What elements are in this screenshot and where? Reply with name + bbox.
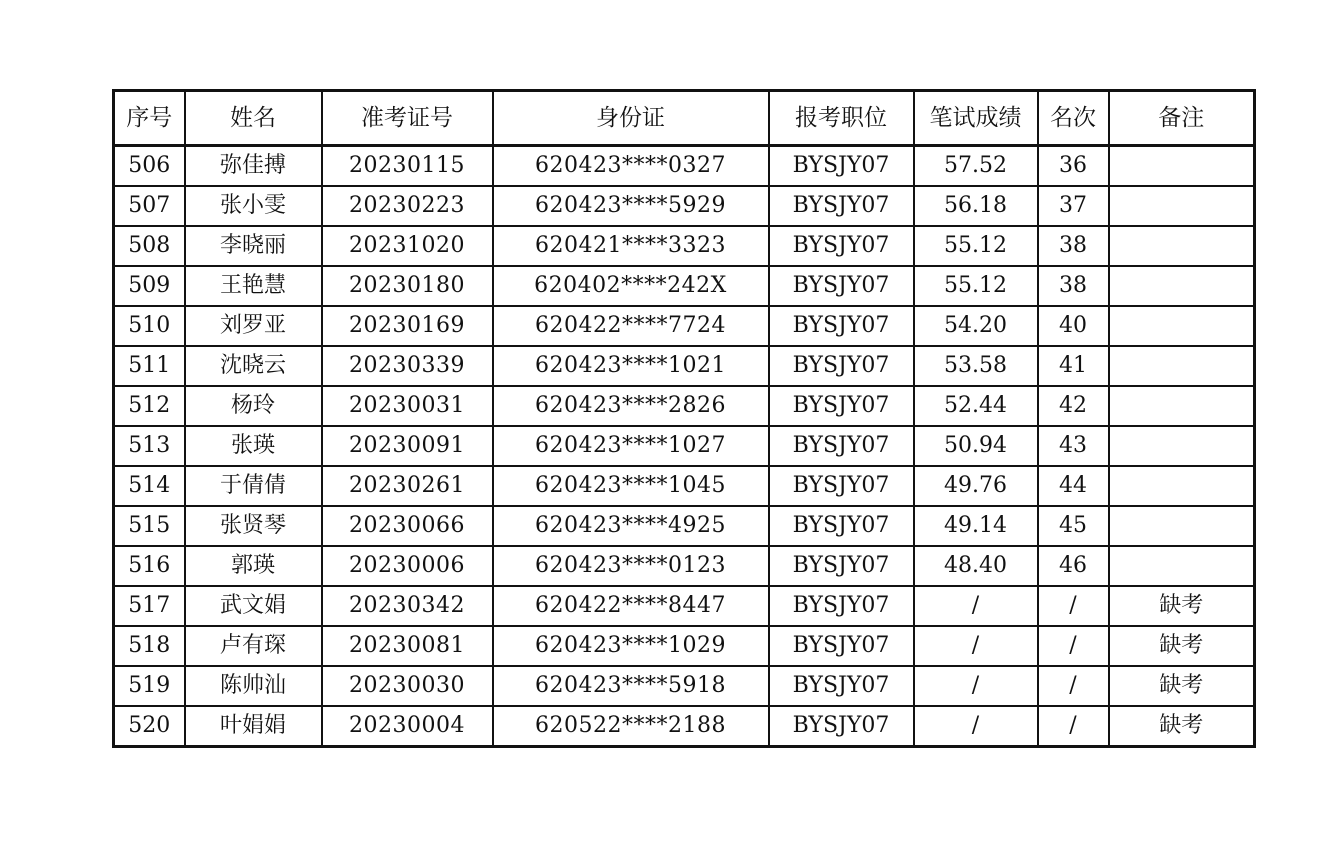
cell-admission-no: 20230223: [322, 186, 493, 226]
header-id-card: 身份证: [493, 91, 769, 146]
cell-written-score: 55.12: [914, 266, 1038, 306]
cell-seq-no: 516: [114, 546, 185, 586]
cell-position: BYSJY07: [769, 466, 914, 506]
cell-name: 叶娟娟: [185, 706, 322, 747]
cell-id-card: 620423****2826: [493, 386, 769, 426]
cell-name: 于倩倩: [185, 466, 322, 506]
cell-seq-no: 514: [114, 466, 185, 506]
cell-id-card: 620422****7724: [493, 306, 769, 346]
table-body: [114, 146, 1255, 747]
cell-rank: 42: [1038, 386, 1109, 426]
header-rank: 名次: [1038, 91, 1109, 146]
cell-seq-no: 519: [114, 666, 185, 706]
header-seq-no: 序号: [114, 91, 185, 146]
cell-name: 卢有琛: [185, 626, 322, 666]
cell-seq-no: 508: [114, 226, 185, 266]
cell-remarks: 缺考: [1109, 666, 1255, 706]
cell-name: 武文娟: [185, 586, 322, 626]
table-row: [114, 266, 1255, 306]
cell-remarks: 缺考: [1109, 706, 1255, 747]
cell-name: 刘罗亚: [185, 306, 322, 346]
table-row: [114, 226, 1255, 266]
table-row: [114, 306, 1255, 346]
cell-remarks: [1109, 186, 1255, 226]
cell-id-card: 620423****1029: [493, 626, 769, 666]
cell-id-card: 620423****0327: [493, 146, 769, 187]
cell-seq-no: 513: [114, 426, 185, 466]
cell-admission-no: 20230342: [322, 586, 493, 626]
cell-remarks: [1109, 346, 1255, 386]
cell-name: 李晓丽: [185, 226, 322, 266]
cell-remarks: [1109, 386, 1255, 426]
cell-rank: /: [1038, 626, 1109, 666]
cell-rank: 43: [1038, 426, 1109, 466]
cell-rank: 40: [1038, 306, 1109, 346]
table-row: [114, 666, 1255, 706]
cell-name: 张瑛: [185, 426, 322, 466]
cell-position: BYSJY07: [769, 666, 914, 706]
cell-position: BYSJY07: [769, 626, 914, 666]
cell-written-score: 56.18: [914, 186, 1038, 226]
cell-admission-no: 20230081: [322, 626, 493, 666]
cell-name: 王艳慧: [185, 266, 322, 306]
cell-written-score: 55.12: [914, 226, 1038, 266]
table-row: [114, 186, 1255, 226]
cell-name: 张贤琴: [185, 506, 322, 546]
cell-id-card: 620423****5918: [493, 666, 769, 706]
table-row: [114, 346, 1255, 386]
cell-position: BYSJY07: [769, 266, 914, 306]
cell-admission-no: 20230030: [322, 666, 493, 706]
cell-name: 郭瑛: [185, 546, 322, 586]
cell-remarks: [1109, 146, 1255, 187]
cell-written-score: 49.14: [914, 506, 1038, 546]
table-row: [114, 146, 1255, 187]
table-row: [114, 546, 1255, 586]
header-admission-no: 准考证号: [322, 91, 493, 146]
cell-seq-no: 515: [114, 506, 185, 546]
table-header: [114, 91, 1255, 146]
cell-rank: 41: [1038, 346, 1109, 386]
cell-position: BYSJY07: [769, 706, 914, 747]
cell-remarks: [1109, 546, 1255, 586]
cell-admission-no: 20230115: [322, 146, 493, 187]
cell-position: BYSJY07: [769, 586, 914, 626]
cell-rank: /: [1038, 586, 1109, 626]
cell-seq-no: 511: [114, 346, 185, 386]
table-row: [114, 586, 1255, 626]
header-written-score: 笔试成绩: [914, 91, 1038, 146]
cell-admission-no: 20230261: [322, 466, 493, 506]
cell-name: 沈晓云: [185, 346, 322, 386]
cell-position: BYSJY07: [769, 346, 914, 386]
table-row: [114, 466, 1255, 506]
cell-written-score: 52.44: [914, 386, 1038, 426]
cell-seq-no: 509: [114, 266, 185, 306]
header-name: 姓名: [185, 91, 322, 146]
cell-admission-no: 20231020: [322, 226, 493, 266]
cell-position: BYSJY07: [769, 226, 914, 266]
table-row: [114, 506, 1255, 546]
cell-name: 弥佳搏: [185, 146, 322, 187]
cell-position: BYSJY07: [769, 506, 914, 546]
exam-results-table: [112, 89, 1256, 748]
table-row: [114, 626, 1255, 666]
cell-id-card: 620522****2188: [493, 706, 769, 747]
cell-rank: 36: [1038, 146, 1109, 187]
cell-seq-no: 510: [114, 306, 185, 346]
cell-admission-no: 20230339: [322, 346, 493, 386]
cell-id-card: 620423****1027: [493, 426, 769, 466]
cell-rank: 37: [1038, 186, 1109, 226]
cell-written-score: 50.94: [914, 426, 1038, 466]
cell-id-card: 620423****5929: [493, 186, 769, 226]
cell-admission-no: 20230091: [322, 426, 493, 466]
cell-written-score: 53.58: [914, 346, 1038, 386]
cell-written-score: 54.20: [914, 306, 1038, 346]
cell-rank: 44: [1038, 466, 1109, 506]
header-remarks: 备注: [1109, 91, 1255, 146]
cell-written-score: 48.40: [914, 546, 1038, 586]
table-row: [114, 706, 1255, 747]
cell-id-card: 620421****3323: [493, 226, 769, 266]
cell-id-card: 620423****1021: [493, 346, 769, 386]
cell-remarks: 缺考: [1109, 626, 1255, 666]
cell-rank: 38: [1038, 266, 1109, 306]
cell-seq-no: 506: [114, 146, 185, 187]
cell-remarks: [1109, 266, 1255, 306]
cell-remarks: [1109, 426, 1255, 466]
cell-position: BYSJY07: [769, 146, 914, 187]
cell-seq-no: 512: [114, 386, 185, 426]
cell-remarks: [1109, 226, 1255, 266]
cell-written-score: 57.52: [914, 146, 1038, 187]
cell-admission-no: 20230006: [322, 546, 493, 586]
cell-position: BYSJY07: [769, 426, 914, 466]
cell-seq-no: 518: [114, 626, 185, 666]
cell-remarks: [1109, 506, 1255, 546]
cell-written-score: 49.76: [914, 466, 1038, 506]
cell-id-card: 620423****0123: [493, 546, 769, 586]
cell-position: BYSJY07: [769, 546, 914, 586]
cell-admission-no: 20230066: [322, 506, 493, 546]
cell-name: 陈帅汕: [185, 666, 322, 706]
cell-name: 杨玲: [185, 386, 322, 426]
cell-seq-no: 517: [114, 586, 185, 626]
cell-id-card: 620422****8447: [493, 586, 769, 626]
cell-id-card: 620402****242X: [493, 266, 769, 306]
cell-written-score: /: [914, 626, 1038, 666]
header-row: [114, 91, 1255, 146]
cell-seq-no: 520: [114, 706, 185, 747]
cell-remarks: [1109, 466, 1255, 506]
cell-admission-no: 20230004: [322, 706, 493, 747]
cell-rank: /: [1038, 706, 1109, 747]
cell-seq-no: 507: [114, 186, 185, 226]
cell-id-card: 620423****4925: [493, 506, 769, 546]
cell-rank: 45: [1038, 506, 1109, 546]
cell-rank: /: [1038, 666, 1109, 706]
cell-rank: 46: [1038, 546, 1109, 586]
cell-id-card: 620423****1045: [493, 466, 769, 506]
cell-position: BYSJY07: [769, 306, 914, 346]
cell-remarks: 缺考: [1109, 586, 1255, 626]
cell-written-score: /: [914, 706, 1038, 747]
cell-remarks: [1109, 306, 1255, 346]
cell-rank: 38: [1038, 226, 1109, 266]
cell-admission-no: 20230180: [322, 266, 493, 306]
cell-name: 张小雯: [185, 186, 322, 226]
cell-admission-no: 20230169: [322, 306, 493, 346]
cell-position: BYSJY07: [769, 186, 914, 226]
header-position: 报考职位: [769, 91, 914, 146]
cell-position: BYSJY07: [769, 386, 914, 426]
cell-written-score: /: [914, 666, 1038, 706]
table-row: [114, 386, 1255, 426]
cell-admission-no: 20230031: [322, 386, 493, 426]
table-row: [114, 426, 1255, 466]
cell-written-score: /: [914, 586, 1038, 626]
